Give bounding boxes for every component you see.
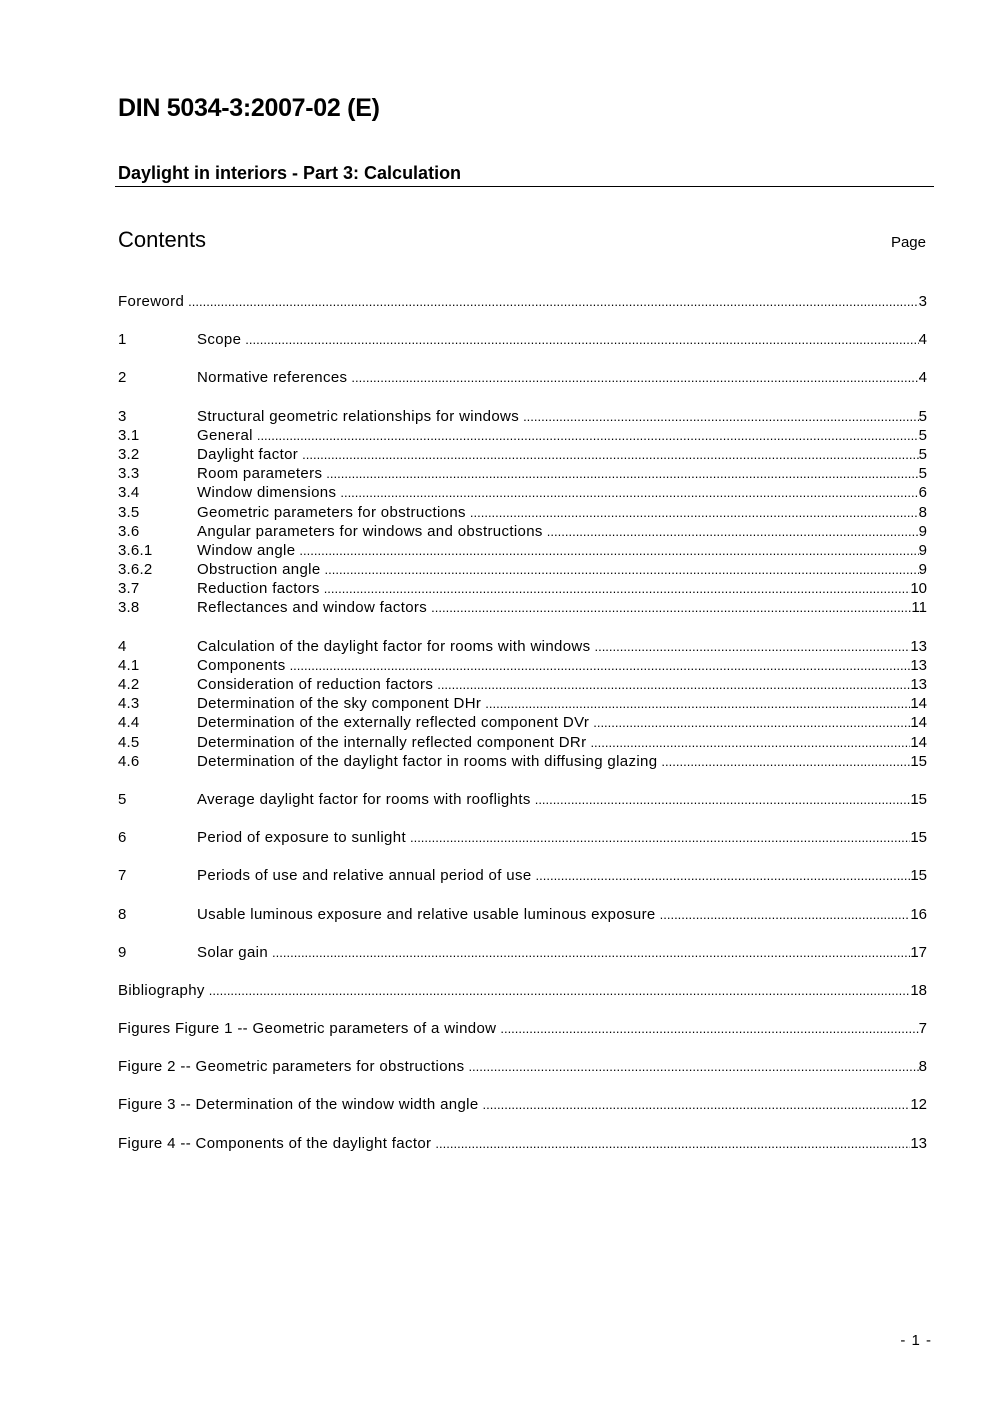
toc-entry-number: 4.1 xyxy=(118,656,140,674)
toc-entry-number: 3 xyxy=(118,407,127,425)
toc-entry-number: 8 xyxy=(118,905,127,923)
toc-entry-number: 7 xyxy=(118,867,127,885)
toc-leader xyxy=(325,560,919,579)
toc-entry-number: 3.5 xyxy=(118,503,140,521)
toc-entry-title: Window dimensions xyxy=(197,484,337,502)
page-number: - 1 - xyxy=(900,1332,932,1349)
toc-entry-number: 3.7 xyxy=(118,580,140,598)
toc-entry-title: Structural geometric relationships for windows xyxy=(197,407,520,425)
toc-entry-4-3[interactable] xyxy=(118,694,927,713)
toc-entry-title: Consideration of reduction factors xyxy=(197,676,434,693)
toc-entry-figure-2[interactable] xyxy=(118,1057,927,1076)
toc-leader xyxy=(290,656,911,675)
toc-entry-page: 14 xyxy=(910,714,927,732)
document-title: Daylight in interiors - Part 3: Calculation xyxy=(118,163,462,183)
toc-entry-page: 14 xyxy=(910,695,927,713)
toc-entry-page: 11 xyxy=(911,599,927,617)
toc-entry-3-6-1[interactable] xyxy=(118,541,927,560)
toc-leader xyxy=(272,943,910,962)
toc-entry-number: 4.6 xyxy=(118,752,140,770)
toc-entry-4-4[interactable] xyxy=(118,713,927,732)
toc-entry-title: Normative references xyxy=(197,369,348,387)
toc-entry-number: 3.4 xyxy=(118,484,140,502)
toc-entry-page: 5 xyxy=(918,426,927,444)
toc-entry-page: 10 xyxy=(910,580,927,598)
toc-entry-number: 6 xyxy=(118,829,127,847)
toc-entry-4-2[interactable] xyxy=(118,675,927,694)
toc-leader xyxy=(437,675,910,694)
toc-entry-title: Determination of the internally reflected component DRr xyxy=(197,733,587,751)
toc-entry-title: Figures Figure 1 -- Geometric parameters of a window xyxy=(118,1020,497,1038)
toc-entry-1[interactable] xyxy=(118,330,927,349)
toc-entry-title: Room parameters xyxy=(197,465,323,483)
toc-entry-page: 6 xyxy=(918,484,927,502)
toc-leader xyxy=(660,905,911,924)
toc-entry-page: 12 xyxy=(910,1096,927,1114)
toc-entry-page: 5 xyxy=(918,465,927,483)
toc-entry-page: 5 xyxy=(918,407,927,425)
toc-entry-page: 5 xyxy=(918,445,927,463)
toc-entry-title: Figure 3 -- Determination of the window width angle xyxy=(118,1096,479,1114)
toc-entry-8[interactable] xyxy=(118,905,927,924)
toc-entry-title: Period of exposure to sunlight xyxy=(197,829,406,847)
toc-entry-title: Average daylight factor for rooms with rooflights xyxy=(197,790,531,808)
toc-entry-page: 15 xyxy=(910,867,927,885)
toc-entry-title: Solar gain xyxy=(197,943,269,961)
toc-entry-page: 13 xyxy=(910,676,927,693)
contents-heading: Contents xyxy=(118,227,207,252)
toc-entry-title: Determination of the sky component DHr xyxy=(197,695,482,713)
toc-leader xyxy=(302,445,919,464)
toc-leader xyxy=(468,1057,918,1076)
toc-entry-title: Scope xyxy=(197,331,242,349)
toc-entry-page: 4 xyxy=(918,331,927,349)
toc-entry-page: 15 xyxy=(910,790,927,808)
toc-leader xyxy=(535,790,911,809)
toc-entry-number: 4.5 xyxy=(118,733,140,751)
page-column-heading: Page xyxy=(890,234,926,251)
toc-leader xyxy=(590,733,910,752)
table-of-contents xyxy=(118,292,927,1153)
toc-entry-page: 18 xyxy=(910,981,927,999)
toc-leader xyxy=(500,1019,918,1038)
toc-entry-number: 1 xyxy=(118,331,127,349)
toc-entry-number: 4.3 xyxy=(118,695,140,713)
toc-entry-page: 9 xyxy=(918,541,927,559)
toc-entry-title: Calculation of the daylight factor for rooms with windows xyxy=(197,637,591,655)
toc-entry-page: 7 xyxy=(918,1020,927,1038)
toc-entry-page: 17 xyxy=(910,943,927,961)
toc-entry-4-6[interactable] xyxy=(118,752,927,771)
toc-entry-title: Angular parameters for windows and obstructions xyxy=(197,522,543,540)
toc-entry-number: 3.6.1 xyxy=(118,541,153,559)
toc-entry-number: 5 xyxy=(118,790,127,808)
toc-entry-page: 16 xyxy=(910,905,927,923)
toc-entry-3-2[interactable] xyxy=(118,445,927,464)
toc-leader xyxy=(470,503,919,522)
toc-entry-3-6-2[interactable] xyxy=(118,560,927,579)
toc-entry-page: 15 xyxy=(910,752,927,770)
toc-entry-5[interactable] xyxy=(118,790,927,809)
toc-entry-bibliography[interactable] xyxy=(118,981,927,1000)
toc-entry-3-1[interactable] xyxy=(118,426,927,445)
toc-entry-page: 13 xyxy=(910,637,927,655)
toc-entry-page: 8 xyxy=(918,503,927,521)
toc-entry-4-1[interactable] xyxy=(118,656,927,675)
title-underline xyxy=(115,186,934,187)
toc-leader xyxy=(523,407,919,426)
toc-entry-page: 13 xyxy=(910,656,927,674)
toc-entry-3-4[interactable] xyxy=(118,483,927,502)
toc-entry-number: 3.6.2 xyxy=(118,561,153,579)
toc-entry-figure-4[interactable] xyxy=(118,1134,927,1153)
toc-leader xyxy=(593,713,910,732)
toc-entry-title: Periods of use and relative annual period of use xyxy=(197,867,532,885)
toc-entry-foreword[interactable] xyxy=(118,292,927,311)
toc-entry-title: Reflectances and window factors xyxy=(197,599,428,617)
toc-entry-title: Window angle xyxy=(197,541,296,559)
toc-entry-2[interactable] xyxy=(118,368,927,387)
toc-entry-title: Usable luminous exposure and relative usable luminous exposure xyxy=(197,905,656,923)
toc-entry-page: 4 xyxy=(918,369,927,387)
toc-entry-number: 3.6 xyxy=(118,522,140,540)
toc-entry-number: 3.8 xyxy=(118,599,140,617)
toc-entry-3-6[interactable] xyxy=(118,522,927,541)
toc-entry-title: Figure 4 -- Components of the daylight factor xyxy=(118,1134,432,1152)
toc-entry-page: 3 xyxy=(918,293,927,310)
toc-entry-number: 4.4 xyxy=(118,714,140,732)
toc-leader xyxy=(661,752,910,771)
toc-leader xyxy=(340,483,918,502)
toc-entry-title: Components xyxy=(197,656,286,674)
toc-entry-4-5[interactable] xyxy=(118,733,927,752)
toc-leader xyxy=(594,637,910,656)
toc-entry-title: Determination of the daylight factor in rooms with diffusing glazing xyxy=(197,752,658,770)
toc-leader xyxy=(483,1095,911,1114)
toc-entry-3-5[interactable] xyxy=(118,503,927,522)
toc-leader xyxy=(547,522,919,541)
toc-leader xyxy=(435,1134,910,1153)
toc-entry-title: Geometric parameters for obstructions xyxy=(197,503,466,521)
toc-leader xyxy=(257,426,919,445)
document-id: DIN 5034-3:2007-02 (E) xyxy=(118,94,380,122)
toc-entry-title: Daylight factor xyxy=(197,445,299,463)
toc-leader xyxy=(188,292,919,311)
toc-entry-3[interactable] xyxy=(118,407,927,426)
toc-leader xyxy=(245,330,918,349)
toc-entry-6[interactable] xyxy=(118,828,927,847)
toc-entry-title: Bibliography xyxy=(118,981,205,999)
toc-entry-9[interactable] xyxy=(118,943,927,962)
toc-leader xyxy=(326,464,918,483)
toc-entry-page: 14 xyxy=(910,733,927,751)
toc-entry-figure-1[interactable] xyxy=(118,1019,927,1038)
toc-entry-title: Reduction factors xyxy=(197,580,320,598)
toc-entry-number: 4 xyxy=(118,637,127,655)
toc-entry-title: Determination of the externally reflected component DVr xyxy=(197,714,590,732)
toc-entry-3-3[interactable] xyxy=(118,464,927,483)
toc-leader xyxy=(410,828,910,847)
toc-entry-page: 8 xyxy=(918,1058,927,1076)
toc-entry-number: 3.2 xyxy=(118,445,140,463)
toc-leader xyxy=(485,694,910,713)
toc-entry-number: 9 xyxy=(118,943,127,961)
toc-entry-page: 15 xyxy=(910,829,927,847)
toc-entry-3-8[interactable] xyxy=(118,598,927,617)
toc-leader xyxy=(431,598,911,617)
toc-leader xyxy=(536,866,911,885)
toc-entry-title: Obstruction angle xyxy=(197,561,321,579)
toc-entry-number: 3.1 xyxy=(118,426,140,444)
toc-entry-title: Foreword xyxy=(118,293,185,310)
toc-entry-title: Figure 2 -- Geometric parameters for obstructions xyxy=(118,1058,465,1076)
toc-leader xyxy=(324,579,911,598)
toc-entry-figure-3[interactable] xyxy=(118,1095,927,1114)
toc-entry-4[interactable] xyxy=(118,637,927,656)
toc-leader xyxy=(209,981,911,1000)
toc-entry-number: 4.2 xyxy=(118,676,140,693)
toc-leader xyxy=(299,541,918,560)
toc-entry-3-7[interactable] xyxy=(118,579,927,598)
toc-entry-page: 13 xyxy=(910,1134,927,1152)
toc-leader xyxy=(351,368,918,387)
toc-entry-title: General xyxy=(197,426,253,444)
toc-entry-number: 3.3 xyxy=(118,465,140,483)
toc-entry-7[interactable] xyxy=(118,866,927,885)
toc-entry-number: 2 xyxy=(118,369,127,387)
toc-entry-page: 9 xyxy=(918,522,927,540)
toc-entry-page: 9 xyxy=(918,561,927,579)
